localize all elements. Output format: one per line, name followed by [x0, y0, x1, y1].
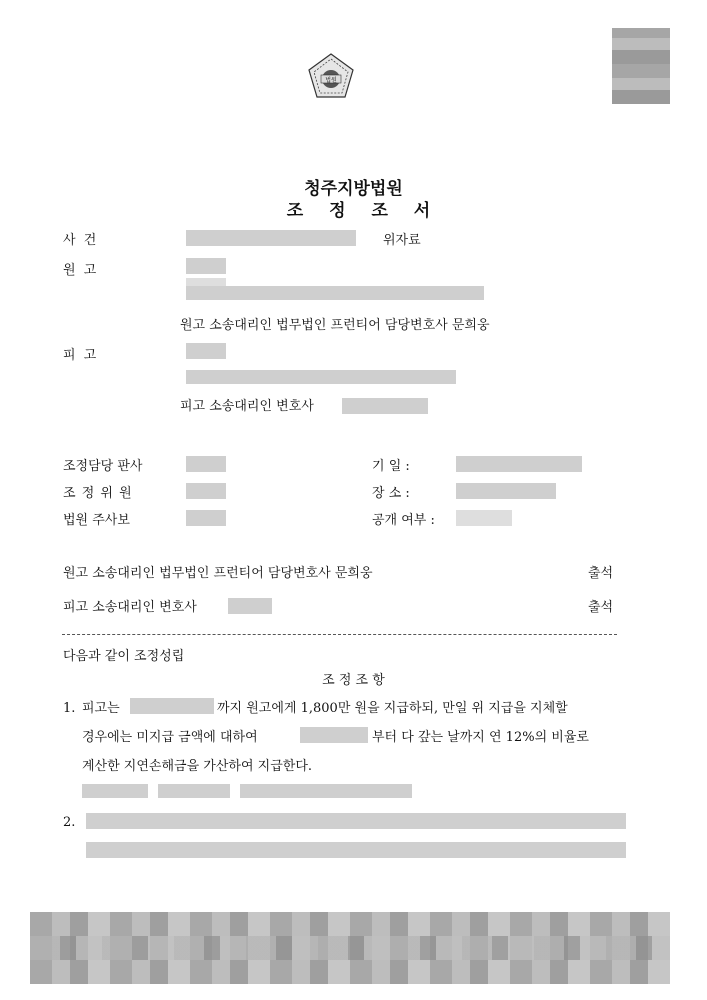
court-name: 청주지방법원 [304, 179, 403, 199]
item1-text-a: 피고는 [82, 701, 120, 716]
redacted-line-b [158, 784, 230, 798]
item1-line2-a: 경우에는 미지급 금액에 대하여 [82, 730, 258, 745]
defendant-counsel: 피고 소송대리인 변호사 [180, 399, 314, 414]
redacted-judge-name [186, 456, 226, 472]
redacted-item2-line1 [86, 813, 626, 829]
public-label: 공개 여부 : [372, 513, 435, 528]
redacted-plaintiff-address [186, 286, 484, 300]
redacted-defendant-name [186, 343, 226, 359]
seal-label: 법원 [325, 77, 337, 84]
redacted-footer-band-overlay [30, 936, 670, 960]
item2-number: 2. [63, 815, 76, 830]
place-label: 장 소 : [372, 486, 410, 501]
case-name-suffix: 위자료 [383, 233, 421, 248]
redacted-plaintiff-extra [186, 278, 226, 286]
redacted-defendant-rep-name [228, 598, 272, 614]
defendant-label: 피 고 [63, 348, 99, 363]
date-label: 기 일 : [372, 459, 410, 474]
redacted-defendant-address [186, 370, 456, 384]
document-title: 조 정 조 서 [286, 201, 441, 221]
plaintiff-rep: 원고 소송대리인 법무법인 프런티어 담당변호사 문희웅 [63, 566, 373, 581]
dashed-divider [62, 634, 617, 635]
judge-label: 조정담당 판사 [63, 459, 143, 474]
redacted-case-number [186, 230, 356, 246]
item1-line3: 계산한 지연손해금을 가산하여 지급한다. [82, 759, 313, 774]
redacted-place [456, 483, 556, 499]
mediator-label: 조 정 위 원 [63, 486, 133, 501]
redacted-date [456, 456, 582, 472]
redacted-due-date [130, 698, 214, 714]
plaintiff-counsel: 원고 소송대리인 법무법인 프런티어 담당변호사 문희웅 [180, 318, 490, 333]
redacted-plaintiff-name [186, 258, 226, 274]
redacted-clerk-name [186, 510, 226, 526]
section-title: 조 정 조 항 [322, 673, 385, 688]
item1-text-b: 까지 원고에게 1,800만 원을 지급하되, 만일 위 지급을 지체할 [217, 701, 568, 716]
plaintiff-label: 원 고 [63, 263, 99, 278]
redacted-line-a [82, 784, 148, 798]
defendant-attendance: 출석 [588, 600, 614, 615]
case-label: 사 건 [63, 233, 99, 248]
redacted-defendant-lawyer [342, 398, 428, 414]
plaintiff-attendance: 출석 [588, 566, 614, 581]
court-emblem-icon [306, 52, 356, 100]
defendant-rep: 피고 소송대리인 변호사 [63, 600, 197, 615]
intro-text: 다음과 같이 조정성립 [63, 649, 185, 664]
redacted-mediator-name [186, 483, 226, 499]
redacted-interest-start [300, 727, 368, 743]
redacted-public-status [456, 510, 512, 526]
redacted-corner-block [612, 28, 670, 104]
item1-line2-b: 부터 다 갚는 날까지 연 12%의 비율로 [372, 730, 589, 745]
item1-number: 1. [63, 701, 76, 716]
redacted-item2-line2 [86, 842, 626, 858]
clerk-label: 법원 주사보 [63, 513, 130, 528]
redacted-line-c [240, 784, 412, 798]
